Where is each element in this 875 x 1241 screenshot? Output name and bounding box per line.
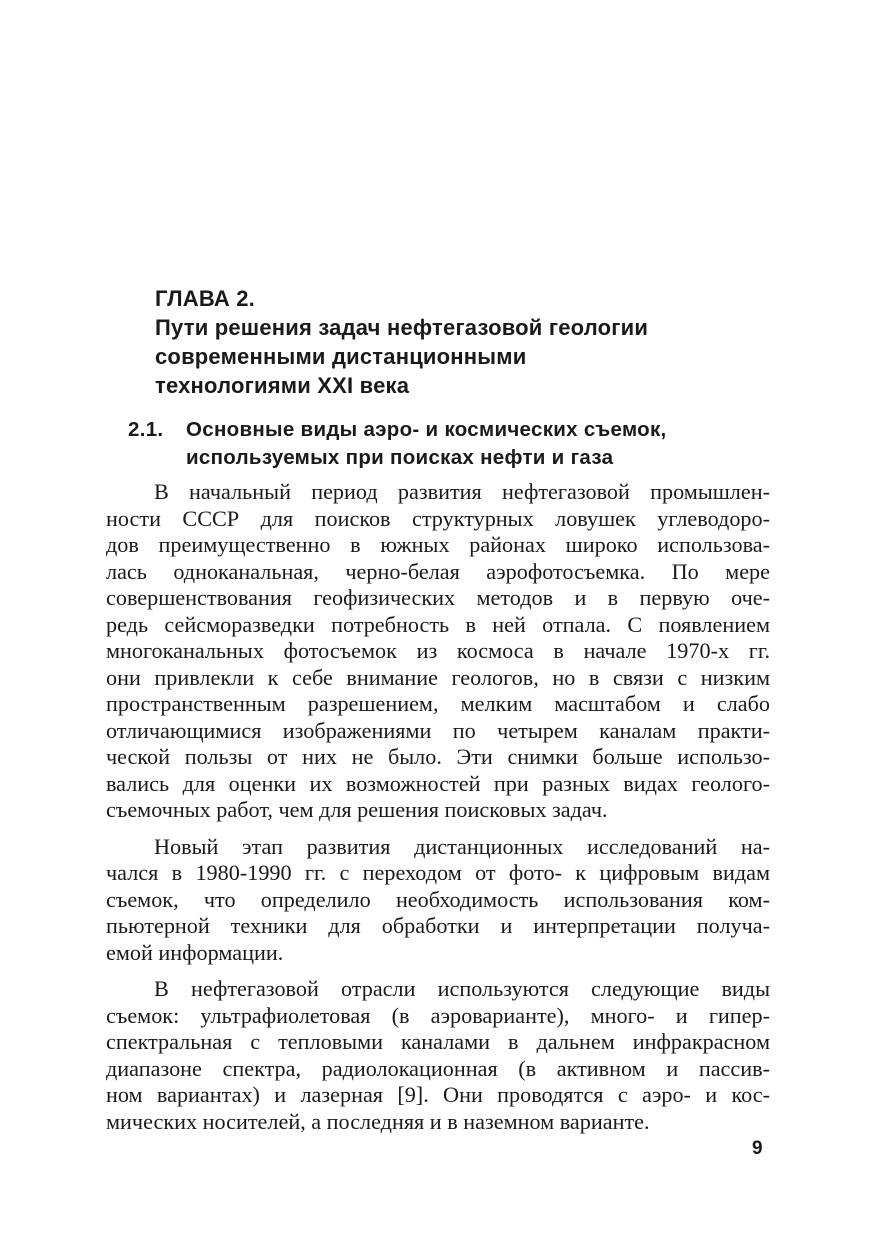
chapter-title-line: Пути решения задач нефтегазовой геологии <box>155 315 649 340</box>
text-line: съемок: ультрафиолетовая (в аэроварианте), много- и гипер- <box>106 1002 770 1028</box>
text-line: пьютерной техники для обработки и интерпретации получа- <box>106 913 770 938</box>
section-title-line: используемых при поисках нефти и газа <box>186 446 614 469</box>
text-line: съемочных работ, чем для решения поисковых задач. <box>106 797 608 822</box>
text-line: емой информации. <box>106 939 284 965</box>
text-line: они привлекли к себе внимание геологов, но в связи с низким <box>106 664 770 690</box>
text-line: дов преимущественно в южных районах широко использова- <box>106 532 770 557</box>
text-line: чался в 1980-1990 гг. с переходом от фото- к цифровым видам <box>106 860 770 885</box>
chapter-heading <box>155 284 795 400</box>
paragraph <box>106 834 770 967</box>
chapter-label: ГЛАВА 2. <box>155 286 255 311</box>
page-number: 9 <box>752 1138 763 1159</box>
text-line: совершенствования геофизических методов и в первую оче- <box>106 585 770 610</box>
text-line: диапазоне спектра, радиолокационная (в активном и пассив- <box>106 1055 770 1081</box>
chapter-title-line: технологиями XXI века <box>155 373 410 398</box>
section-number: 2.1. <box>128 418 164 441</box>
text-line: многоканальных фотосъемок из космоса в начале 1970-х гг. <box>106 638 770 663</box>
paragraph <box>106 479 770 824</box>
body-text <box>106 479 770 1145</box>
text-line: съемок, что определило необходимость использования ком- <box>106 886 770 912</box>
text-line: мических носителей, а последняя и в наземном варианте. <box>106 1108 650 1134</box>
section-heading <box>128 416 788 472</box>
text-line: лась одноканальная, черно-белая аэрофотосъемка. По мере <box>106 558 770 584</box>
text-line: В начальный период развития нефтегазовой промышлен- <box>154 479 770 504</box>
text-line: редь сейсморазведки потребность в ней отпала. С появлением <box>106 611 770 637</box>
text-line: Новый этап развития дистанционных исследований на- <box>154 833 770 859</box>
text-line: отличающимися изображениями по четырем каналам практи- <box>106 717 770 743</box>
text-line: В нефтегазовой отрасли используются следующие виды <box>154 976 770 1001</box>
chapter-title-line: современными дистанционными <box>155 344 527 369</box>
text-line: пространственным разрешением, мелким масштабом и слабо <box>106 691 770 716</box>
text-line: ческой пользы от них не было. Эти снимки больше использо- <box>106 744 770 769</box>
text-line: ном вариантах) и лазерная [9]. Они проводятся с аэро- и кос- <box>106 1082 770 1107</box>
paragraph <box>106 976 770 1135</box>
section-title-line: Основные виды аэро- и космических съемок, <box>186 418 667 441</box>
text-line: спектральная с тепловыми каналами в дальнем инфракрасном <box>106 1029 770 1054</box>
text-line: вались для оценки их возможностей при разных видах геолого- <box>106 770 770 796</box>
text-line: ности СССР для поисков структурных ловушек углеводоро- <box>106 505 770 531</box>
